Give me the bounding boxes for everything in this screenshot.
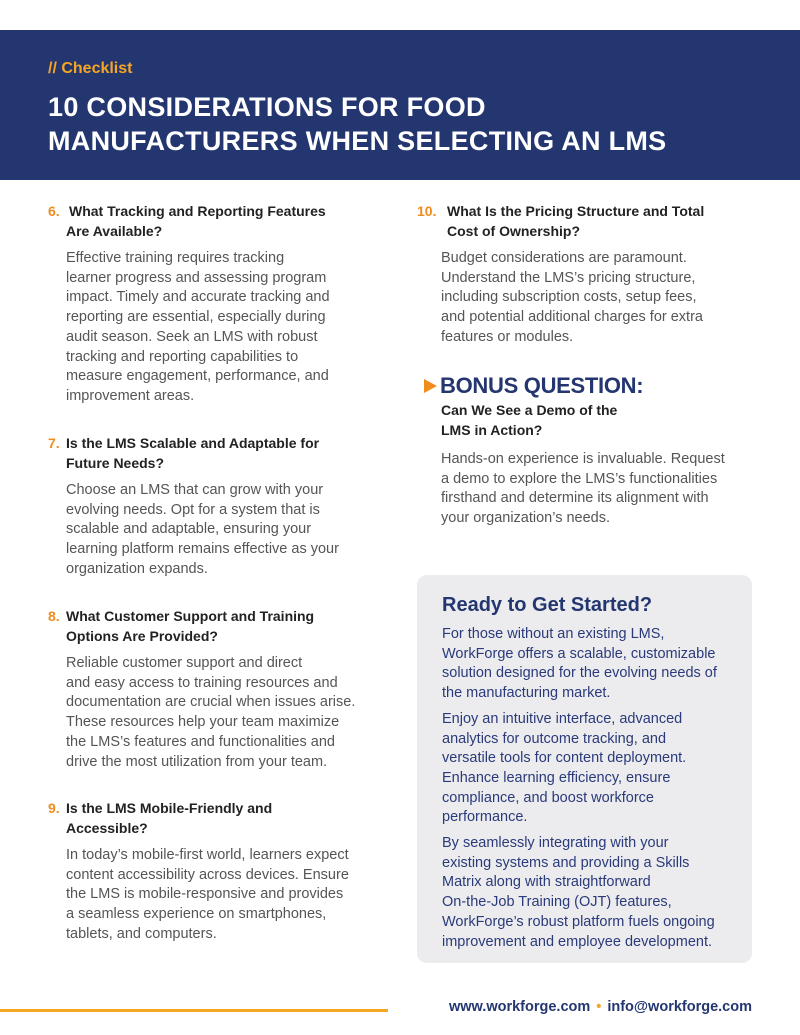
cta-line: For those without an existing LMS, — [442, 626, 665, 642]
body-line: reporting are essential, especially during — [66, 309, 326, 326]
cta-line: By seamlessly integrating with your — [442, 835, 669, 852]
body-line: Hands-on experience is invaluable. Request — [441, 451, 725, 467]
body-line: measure engagement, performance, and — [66, 368, 329, 385]
page-title — [48, 90, 788, 158]
question-number: 10. — [417, 203, 437, 219]
email-link[interactable]: info@workforge.com — [607, 999, 752, 1015]
cta-line: compliance, and boost workforce — [442, 789, 654, 806]
body-line: Reliable customer support and direct — [66, 655, 303, 671]
bonus-subtitle-line: Can We See a Demo of the — [441, 402, 618, 418]
body-line: including subscription costs, setup fees, — [441, 289, 697, 306]
body-line: organization expands. — [66, 560, 208, 577]
question-body — [48, 846, 398, 945]
body-line: These resources help your team maximize — [66, 714, 340, 731]
body-line: audit season. Seek an LMS with robust — [66, 328, 318, 345]
cta-title: Ready to Get Started? — [442, 594, 653, 616]
body-line: firsthand and determine its alignment with — [441, 490, 709, 507]
question-7 — [48, 433, 398, 580]
body-line: tracking and reporting capabilities to — [66, 348, 299, 365]
question-body — [417, 249, 777, 348]
cta-paragraph — [442, 710, 740, 828]
triangle-arrow-icon — [424, 379, 437, 393]
body-line: features or modules. — [441, 328, 574, 345]
body-line: your organization’s needs. — [441, 510, 611, 527]
question-6 — [48, 201, 398, 407]
cta-paragraph — [442, 625, 740, 704]
question-number: 7. — [48, 435, 60, 451]
question-number: 9. — [48, 800, 60, 816]
cta-line: Enhance learning efficiency, ensure — [442, 769, 671, 786]
body-line: improvement areas. — [66, 387, 195, 404]
cta-line: On-the-Job Training (OJT) features, — [442, 894, 672, 911]
cta-line: the manufacturing market. — [442, 685, 611, 702]
cta-line: WorkForge’s robust platform fuels ongoing — [442, 913, 715, 930]
cta-paragraph — [442, 834, 740, 952]
body-line: Choose an LMS that can grow with your — [66, 482, 324, 498]
question-heading-line: Is the LMS Mobile-Friendly and — [66, 800, 273, 816]
page-title-line: 10 CONSIDERATIONS FOR FOOD — [48, 92, 486, 122]
cta-line: performance. — [442, 809, 528, 826]
question-heading-line: Is the LMS Scalable and Adaptable for — [66, 435, 320, 451]
bonus-question — [424, 372, 764, 529]
page-title-line: MANUFACTURERS WHEN SELECTING AN LMS — [48, 126, 667, 156]
cta-line: Matrix along with straightforward — [442, 874, 651, 891]
body-line: learner progress and assessing program — [66, 269, 327, 286]
body-line: Budget considerations are paramount. — [441, 250, 687, 266]
cta-line: existing systems and providing a Skills — [442, 854, 690, 871]
cta-box — [417, 575, 752, 963]
question-heading-line: What Customer Support and Training — [66, 608, 315, 624]
separator-dot: • — [596, 999, 602, 1015]
cta-line: Enjoy an intuitive interface, advanced — [442, 710, 683, 727]
question-heading — [48, 433, 398, 473]
body-line: Effective training requires tracking — [66, 250, 285, 266]
body-line: the LMS’s features and functionalities and — [66, 733, 335, 750]
eyebrow-label: // Checklist — [48, 60, 133, 77]
question-8 — [48, 606, 398, 772]
cta-line: solution designed for the evolving needs of — [442, 665, 717, 682]
question-heading-line: What Is the Pricing Structure and Total — [447, 203, 705, 219]
body-line: learning platform remains effective as your — [66, 541, 339, 558]
question-heading-line: Are Available? — [66, 223, 163, 239]
question-number: 8. — [48, 608, 60, 624]
question-heading-line: Future Needs? — [66, 455, 165, 471]
question-heading-line: Accessible? — [66, 820, 148, 836]
question-heading-line: Cost of Ownership? — [447, 223, 580, 239]
cta-line: WorkForge offers a scalable, customizable — [442, 645, 716, 662]
cta-line: versatile tools for content deployment. — [442, 750, 687, 767]
question-body — [48, 481, 398, 580]
footer-divider — [0, 1009, 388, 1012]
footer-contact — [449, 999, 752, 1015]
bonus-title-text: BONUS QUESTION: — [440, 373, 644, 398]
body-line: scalable and adaptable, ensuring your — [66, 521, 312, 538]
question-body — [48, 249, 398, 407]
question-heading — [417, 201, 777, 241]
website-link[interactable]: www.workforge.com — [449, 999, 591, 1015]
question-body — [48, 654, 398, 772]
bonus-subtitle — [424, 400, 764, 440]
question-number: 6. — [48, 203, 60, 219]
question-heading — [48, 606, 398, 646]
bonus-body — [424, 450, 764, 529]
body-line: and potential additional charges for extra — [441, 309, 703, 326]
question-heading — [48, 201, 398, 241]
body-line: drive the most utilization from your team. — [66, 753, 328, 770]
bonus-title — [424, 372, 764, 400]
body-line: content accessibility across devices. Ensure — [66, 866, 349, 883]
question-heading-line: Options Are Provided? — [66, 628, 218, 644]
body-line: evolving needs. Opt for a system that is — [66, 501, 320, 518]
question-10 — [417, 201, 777, 348]
body-line: Understand the LMS’s pricing structure, — [441, 269, 696, 286]
question-heading — [48, 798, 398, 838]
bonus-subtitle-line: LMS in Action? — [441, 422, 543, 438]
body-line: tablets, and computers. — [66, 925, 217, 942]
header-banner — [0, 30, 800, 180]
question-9 — [48, 798, 398, 945]
body-line: and easy access to training resources and — [66, 674, 338, 691]
question-heading-line: What Tracking and Reporting Features — [69, 203, 326, 219]
body-line: a demo to explore the LMS’s functionalities — [441, 470, 718, 487]
body-line: documentation are crucial when issues arise. — [66, 694, 356, 711]
cta-line: improvement and employee development. — [442, 933, 713, 950]
body-line: impact. Timely and accurate tracking and — [66, 289, 330, 306]
body-line: a seamless experience on smartphones, — [66, 906, 327, 923]
body-line: In today’s mobile-first world, learners expect — [66, 847, 349, 863]
cta-line: analytics for outcome tracking, and — [442, 730, 667, 747]
body-line: the LMS is mobile-responsive and provides — [66, 886, 344, 903]
